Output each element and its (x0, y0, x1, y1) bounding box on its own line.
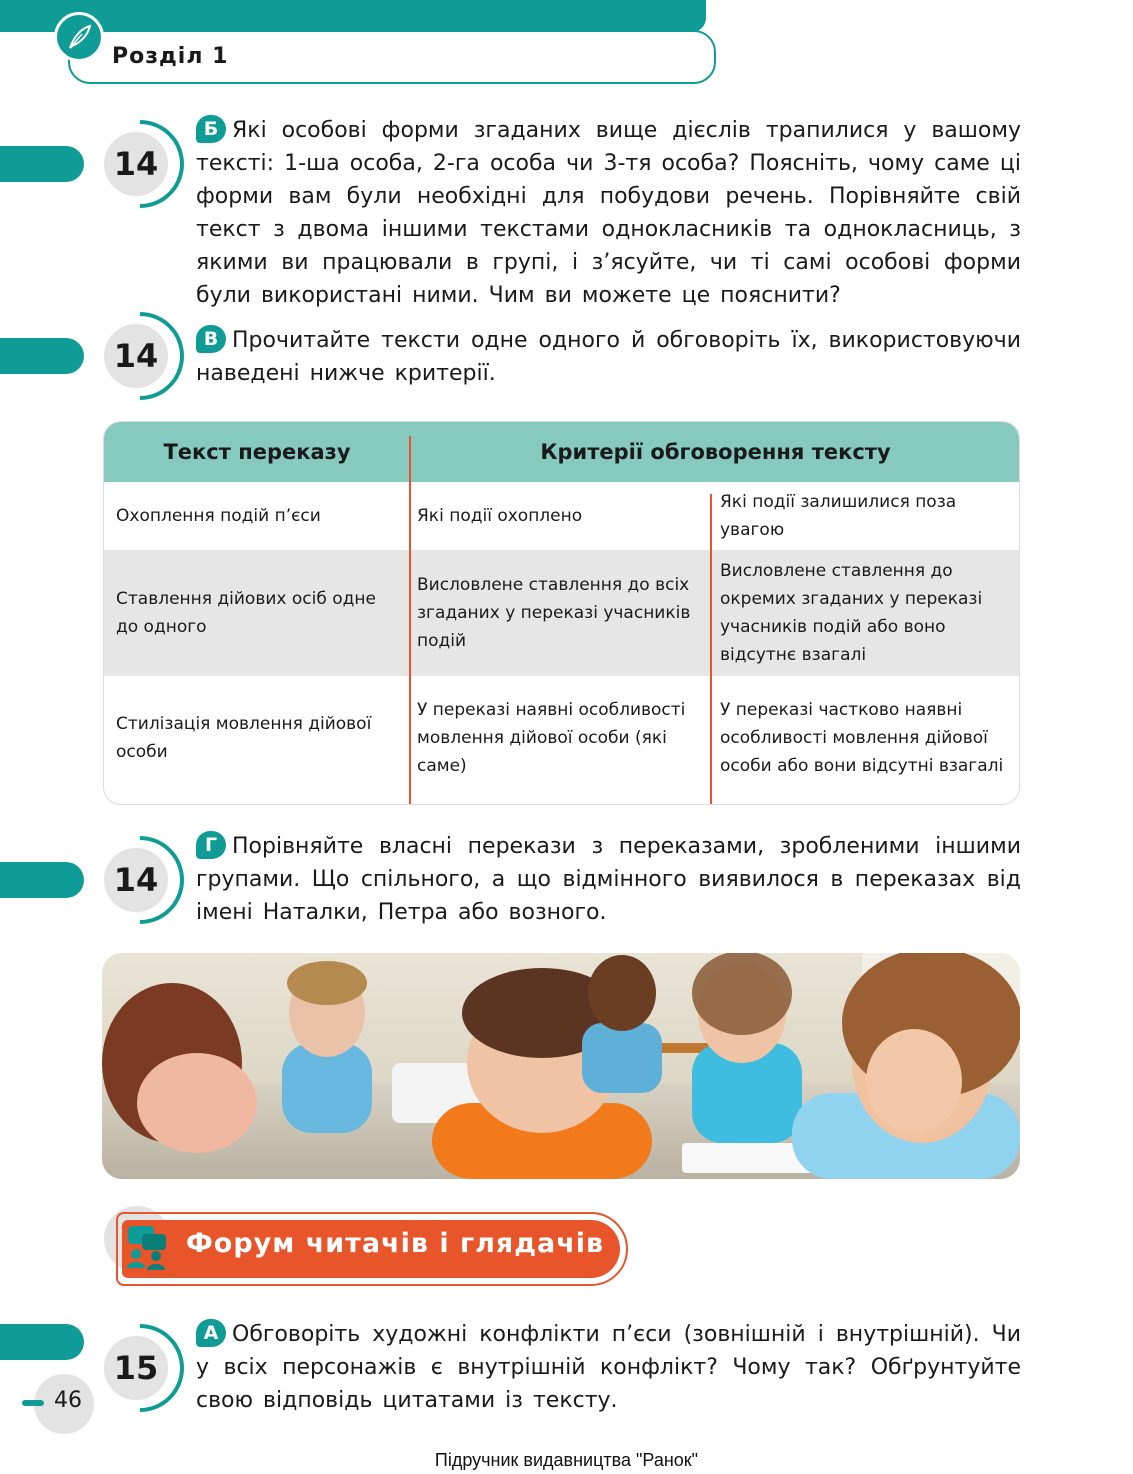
table-cell: Висловлене ставлення до всіх згаданих у переказі учасників подій (417, 575, 691, 651)
discussion-people-icon (122, 1222, 172, 1272)
task-letter-badge: А (196, 1319, 226, 1347)
table-divider (409, 436, 411, 804)
criteria-table (103, 421, 1020, 805)
table-row (104, 482, 1019, 550)
task-marker-bar (0, 146, 84, 182)
task-text (196, 114, 1021, 312)
page-number-dash (22, 1400, 44, 1406)
task-body: Які особові форми згаданих вище дієслів трапилися у вашому тексті: 1-ша особа, 2-га особа чи 3-тя особа? Поясніть, чому саме ці форми вам були необхідні для побудови речень. Порівняйте свій текст з двома іншими текстами однокласників та однокласниць, з якими ви працювали в групі, і з’ясуйте, чи ті самі особові форми були використані ними. Чим ви можете це пояснити? (196, 118, 1021, 308)
page-number: 46 (54, 1388, 82, 1413)
forum-title: Форум читачів і глядачів (186, 1228, 605, 1259)
task-text (196, 324, 1021, 390)
table-divider (710, 494, 712, 804)
table-cell: Ставлення дійових осіб одне до одного (116, 589, 376, 637)
table-cell: Які події залишилися поза увагою (720, 492, 957, 540)
table-header-cell: Критерії обговорення тексту (540, 440, 891, 464)
table-cell: Охоплення подій п’єси (116, 506, 321, 526)
classroom-students-photo (102, 953, 1020, 1179)
task-body: Прочитайте тексти одне одного й обговоріть їх, використовуючи наведені нижче критерії. (196, 328, 1021, 386)
feather-icon (54, 12, 104, 62)
task-marker-bar (0, 862, 84, 898)
task-marker-bar (0, 338, 84, 374)
task-body: Порівняйте власні перекази з переказами, зробленими іншими групами. Що спільного, а що відмінного виявилося в переказах від імені Наталки, Петра або возного. (196, 834, 1021, 925)
task-number: 15 (104, 1336, 168, 1400)
task-marker-bar (0, 1324, 84, 1360)
publisher-footer: Підручник видавництва "Ранок" (434, 1450, 699, 1470)
table-cell: Стилізація мовлення дійової особи (116, 714, 372, 762)
table-cell: У переказі частково наявні особливості мовлення дійової особи або вони відсутні взагалі (720, 700, 1004, 776)
task-letter-badge: Б (196, 115, 226, 143)
task-body: Обговоріть художні конфлікти п’єси (зовнішній і внутрішній). Чи у всіх персонажів є внутрішній конфлікт? Чому так? Обґрунтуйте свою відповідь цитатами із тексту. (196, 1322, 1021, 1413)
task-number: 14 (104, 324, 168, 388)
task-number: 14 (104, 848, 168, 912)
task-text (196, 1318, 1021, 1417)
task-letter-badge: В (196, 325, 226, 353)
table-row (104, 550, 1019, 676)
task-number: 14 (104, 132, 168, 196)
table-cell: Висловлене ставлення до окремих згаданих у переказі учасників подій або воно відсутнє взагалі (720, 561, 983, 665)
table-cell: У переказі наявні особливості мовлення дійової особи (які саме) (417, 700, 686, 776)
section-title: Розділ 1 (112, 44, 229, 69)
task-text (196, 830, 1021, 929)
header-band (0, 0, 706, 32)
table-row (104, 676, 1019, 805)
task-letter-badge: Г (196, 831, 226, 859)
table-cell: Які події охоплено (417, 506, 583, 526)
table-header-cell: Текст переказу (163, 440, 351, 464)
